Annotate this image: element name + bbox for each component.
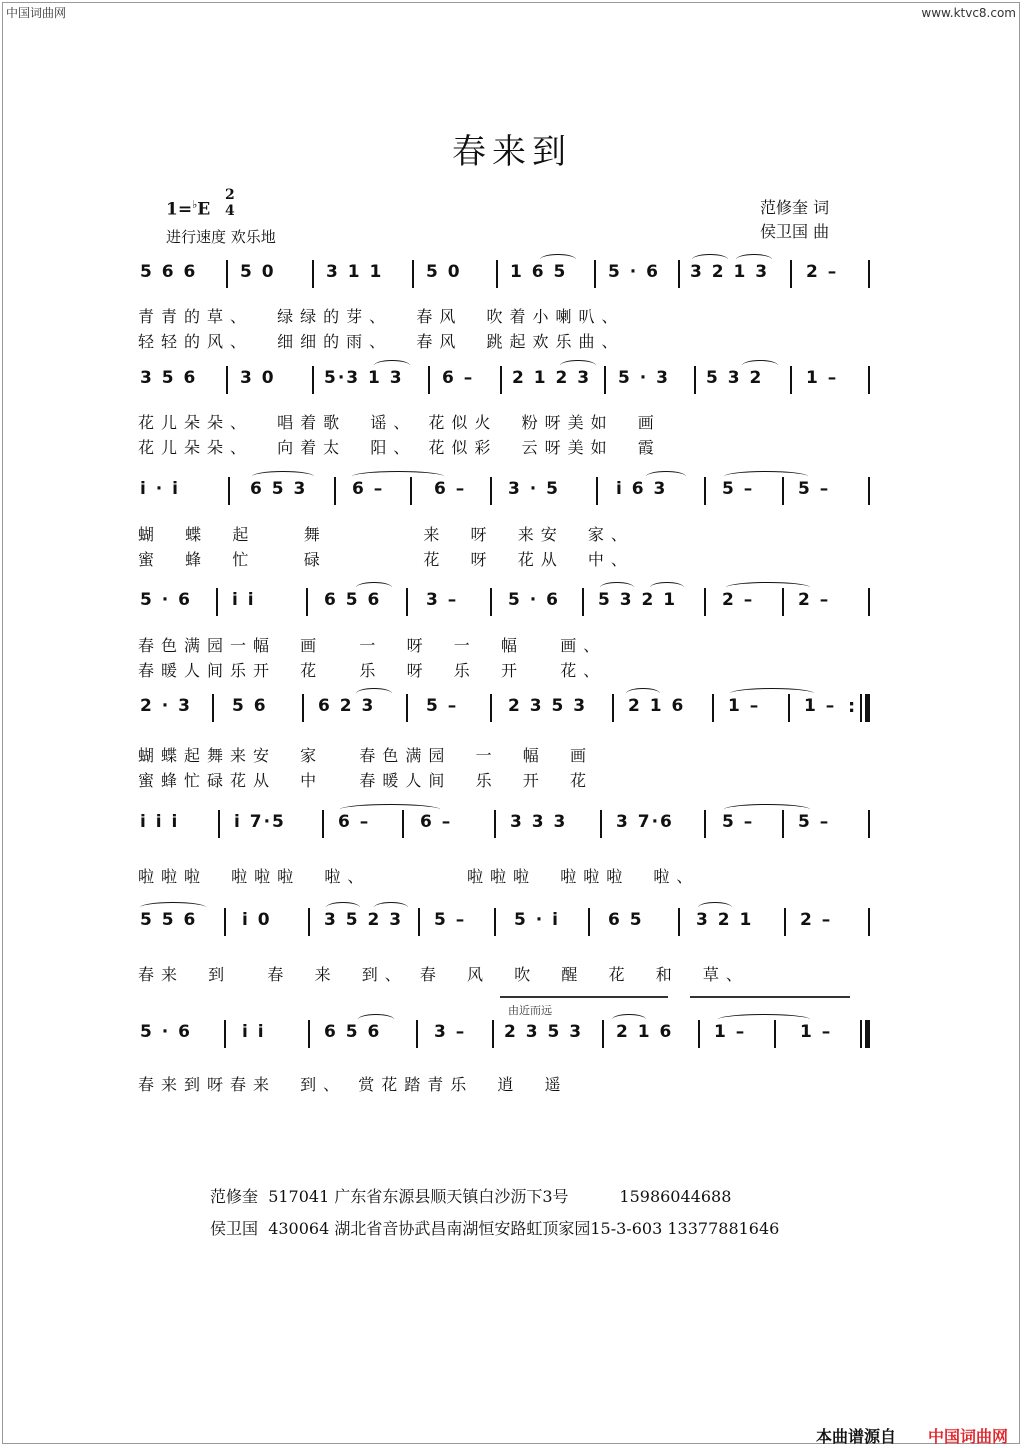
slur: [600, 582, 634, 593]
barline: [712, 694, 714, 722]
footer-source-label: 本曲谱源自: [816, 1427, 897, 1446]
measure: 6 2 3: [318, 696, 376, 716]
slur: [560, 360, 596, 371]
barline: [868, 477, 870, 505]
measure: 5 0: [240, 262, 276, 282]
measure: i · i: [140, 479, 180, 499]
dynamic-annotation: 由近而远: [508, 1004, 552, 1017]
lyricist-credit: 范修奎 词: [760, 198, 830, 217]
barline: [704, 477, 706, 505]
barline: [226, 260, 228, 288]
barline: [412, 260, 414, 288]
slur: [646, 471, 686, 482]
measure: i i: [232, 590, 256, 610]
slur: [374, 902, 408, 913]
measure: 3 5 2 3: [324, 910, 404, 930]
measure: 1 6 5: [510, 262, 568, 282]
slur: [726, 582, 810, 593]
slur: [356, 688, 392, 699]
barline: [218, 810, 220, 838]
barline: [500, 366, 502, 394]
slur: [252, 471, 314, 482]
slur: [326, 902, 360, 913]
measure: 3 0: [240, 368, 276, 388]
slur: [742, 360, 778, 371]
slur: [626, 688, 660, 699]
barline: [594, 260, 596, 288]
measure: 6 –: [434, 479, 467, 499]
barline: [418, 908, 420, 936]
slur: [650, 582, 684, 593]
slur: [374, 360, 410, 371]
barline: [784, 908, 786, 936]
measure: 3 1 1: [326, 262, 384, 282]
measure: 3 5 6: [140, 368, 198, 388]
diminuendo-line: [500, 996, 668, 998]
barline: [334, 477, 336, 505]
barline: [216, 588, 218, 616]
barline: [312, 366, 314, 394]
lyric-line: 春来到呀春来 到、 赏花踏青乐 逍 遥: [138, 1075, 568, 1094]
contact-composer: 侯卫国 430064 湖北省音协武昌南湖恒安路虹顶家园15-3-603 13377881646: [210, 1219, 780, 1238]
measure: 6 5: [608, 910, 644, 930]
measure: 5 0: [426, 262, 462, 282]
barline: [868, 810, 870, 838]
measure: 1 –: [800, 1022, 833, 1042]
lyric-line: 春暖人间乐开 花 乐 呀 乐 开 花、: [138, 661, 607, 680]
measure: 5 6 6: [140, 262, 198, 282]
measure: 1 –: [714, 1022, 747, 1042]
measure: 6 –: [442, 368, 475, 388]
barline: [860, 694, 862, 722]
measure: 5 3 2 1: [598, 590, 678, 610]
measure: 5 · 6: [608, 262, 660, 282]
barline: [224, 1020, 226, 1048]
measure: 2 1 6: [616, 1022, 674, 1042]
measure: 5 3 2: [706, 368, 764, 388]
measure: 2 –: [800, 910, 833, 930]
barline: [226, 366, 228, 394]
measure: 2 · 3: [140, 696, 192, 716]
measure: 5 · i: [514, 910, 560, 930]
barline: [496, 260, 498, 288]
measure: 6 –: [338, 812, 371, 832]
barline: [860, 1020, 862, 1048]
lyric-line: 花儿朵朵、 唱着歌 谣、 花似火 粉呀美如 画: [138, 413, 661, 432]
measure: 5 –: [798, 812, 831, 832]
measure: 5 –: [434, 910, 467, 930]
score-row-7: [138, 906, 873, 938]
slur: [730, 688, 814, 699]
contact-lyricist: 范修奎 517041 广东省东源县顺天镇白沙沥下3号 15986044688: [210, 1187, 732, 1206]
measure: i i: [242, 1022, 266, 1042]
measure: 5 · 3: [618, 368, 670, 388]
slur: [736, 254, 772, 265]
slur: [698, 902, 732, 913]
barline: [600, 810, 602, 838]
barline: [416, 1020, 418, 1048]
measure: 6 –: [420, 812, 453, 832]
barline: [790, 260, 792, 288]
slur: [540, 254, 576, 265]
barline: [612, 694, 614, 722]
slur: [724, 804, 810, 815]
lyric-line: 啦啦啦 啦啦啦 啦、 啦啦啦 啦啦啦 啦、: [138, 867, 700, 886]
measure: 3 –: [434, 1022, 467, 1042]
slur: [340, 804, 440, 815]
measure: 2 3 5 3: [504, 1022, 584, 1042]
key-signature: 1=♭E: [166, 198, 211, 220]
measure: i 7·5: [234, 812, 286, 832]
final-barline: [865, 1020, 870, 1048]
lyric-line: 轻轻的风、 细细的雨、 春风 跳起欢乐曲、: [138, 332, 625, 351]
measure: 3 3 3: [510, 812, 568, 832]
measure: 2 –: [806, 262, 839, 282]
barline: [604, 366, 606, 394]
barline: [678, 908, 680, 936]
lyric-line: 花儿朵朵、 向着太 阳、 花似彩 云呀美如 霞: [138, 438, 661, 457]
barline: [868, 366, 870, 394]
barline: [308, 1020, 310, 1048]
footer-site-link[interactable]: 中国词曲网: [928, 1427, 1009, 1446]
barline: [698, 1020, 700, 1048]
barline: [490, 588, 492, 616]
barline: [868, 588, 870, 616]
barline: [490, 694, 492, 722]
barline: [588, 908, 590, 936]
barline: [596, 477, 598, 505]
measure: 5 · 6: [140, 590, 192, 610]
barline: [494, 810, 496, 838]
lyric-line: 蜜蜂忙碌花从 中 春暖人间 乐 开 花: [138, 771, 593, 790]
slur: [724, 471, 808, 482]
measure: 3 · 5: [508, 479, 560, 499]
repeat-dots: :: [848, 696, 856, 717]
lyric-line: 春来 到 春 来 到、 春 风 吹 醒 花 和 草、: [138, 965, 749, 984]
measure: 6 5 6: [324, 1022, 382, 1042]
measure: 5 –: [426, 696, 459, 716]
barline: [428, 366, 430, 394]
measure: 2 1 6: [628, 696, 686, 716]
lyric-line: 春色满园一幅 画 一 呀 一 幅 画、: [138, 636, 607, 655]
barline: [224, 908, 226, 936]
measure: i 0: [242, 910, 272, 930]
measure: 5 · 6: [508, 590, 560, 610]
measure: 6 5 6: [324, 590, 382, 610]
barline: [582, 588, 584, 616]
measure: 6 5 3: [250, 479, 308, 499]
site-name-top-left: 中国词曲网: [6, 6, 67, 20]
site-url-top-right[interactable]: www.ktvc8.com: [921, 6, 1016, 20]
measure: 2 –: [722, 590, 755, 610]
measure: 5 · 6: [140, 1022, 192, 1042]
barline: [790, 366, 792, 394]
barline: [302, 694, 304, 722]
tempo-marking: 进行速度 欢乐地: [166, 228, 276, 246]
barline: [228, 477, 230, 505]
measure: i 6 3: [616, 479, 668, 499]
measure: 2 –: [798, 590, 831, 610]
lyric-line: 青青的草、 绿绿的芽、 春风 吹着小喇叭、: [138, 307, 625, 326]
barline: [406, 694, 408, 722]
measure: 6 –: [352, 479, 385, 499]
barline: [602, 1020, 604, 1048]
measure: 5 5 6: [140, 910, 198, 930]
slur: [352, 471, 444, 482]
time-signature: 2 4: [225, 187, 235, 219]
barline: [704, 810, 706, 838]
barline: [308, 908, 310, 936]
barline: [678, 260, 680, 288]
diminuendo-line: [690, 996, 850, 998]
measure: 5·3 1 3: [324, 368, 404, 388]
barline: [694, 366, 696, 394]
slur: [692, 254, 728, 265]
measure: i i i: [140, 812, 180, 832]
measure: 2 1 2 3: [512, 368, 592, 388]
barline: [322, 810, 324, 838]
measure: 1 –: [728, 696, 761, 716]
slur: [718, 1014, 810, 1025]
song-title: 春来到: [452, 132, 572, 172]
measure: 3 2 1: [696, 910, 754, 930]
barline: [306, 588, 308, 616]
lyric-line: 蝴 蝶 起 舞 来 呀 来安 家、: [138, 525, 634, 544]
measure: 3 –: [426, 590, 459, 610]
lyric-line: 蜜 蜂 忙 碌 花 呀 花从 中、: [138, 550, 634, 569]
measure: 5 6: [232, 696, 268, 716]
barline: [490, 477, 492, 505]
barline: [212, 694, 214, 722]
measure: 3 7·6: [616, 812, 674, 832]
barline: [492, 1020, 494, 1048]
final-barline: [865, 694, 870, 722]
slur: [612, 1014, 646, 1025]
measure: 1 –: [804, 696, 837, 716]
barline: [406, 588, 408, 616]
barline: [312, 260, 314, 288]
measure: 3 2 1 3: [690, 262, 770, 282]
measure: 1 –: [806, 368, 839, 388]
barline: [494, 908, 496, 936]
measure: 2 3 5 3: [508, 696, 588, 716]
slur: [140, 902, 206, 913]
barline: [868, 260, 870, 288]
measure: 5 –: [722, 812, 755, 832]
barline: [704, 588, 706, 616]
composer-credit: 侯卫国 曲: [760, 222, 830, 241]
slur: [356, 582, 392, 593]
measure: 5 –: [722, 479, 755, 499]
slur: [358, 1014, 394, 1025]
lyric-line: 蝴蝶起舞来安 家 春色满园 一 幅 画: [138, 746, 593, 765]
measure: 5 –: [798, 479, 831, 499]
barline: [868, 908, 870, 936]
